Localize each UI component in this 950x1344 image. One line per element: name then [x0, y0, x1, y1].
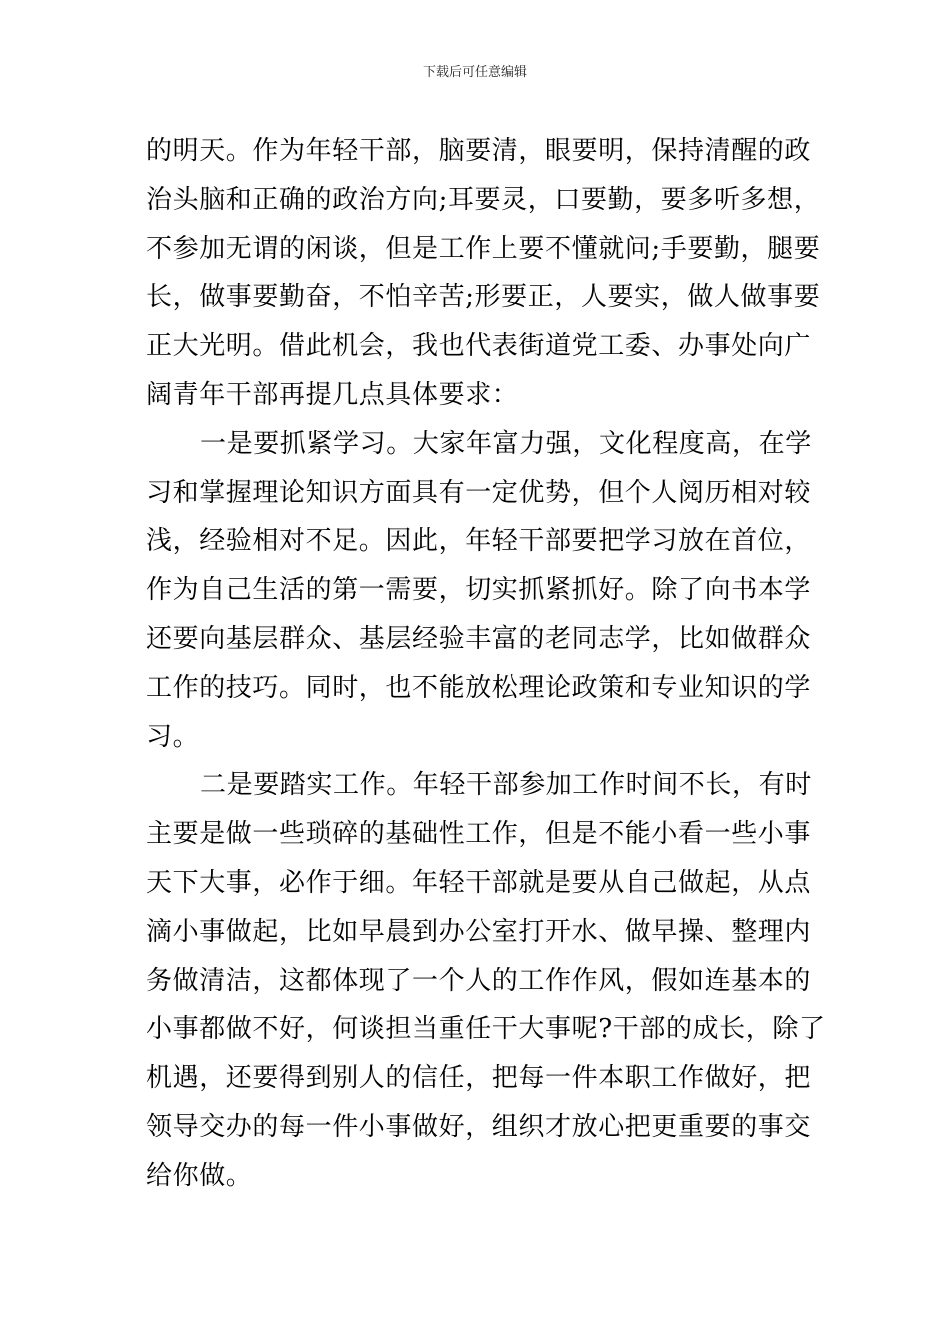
- paragraph-1: [146, 127, 821, 420]
- text-line: 的明天。作为年轻干部，脑要清，眼要明，保持清醒的政: [146, 136, 812, 166]
- text-line: 浅，经验相对不足。因此，年轻干部要把学习放在首位，: [146, 526, 812, 557]
- text-line: 领导交办的每一件小事做好，组织才放心把更重要的事交: [146, 1111, 812, 1142]
- text-line: 二是要踏实工作。年轻干部参加工作时间不长，有时: [200, 770, 812, 801]
- text-line: 给你做。: [146, 1160, 253, 1191]
- document-body: [146, 127, 826, 1201]
- paragraph-2: [146, 420, 810, 762]
- text-line: 长，做事要勤奋，不怕辛苦;形要正，人要实，做人做事要: [146, 282, 821, 313]
- text-line: 务做清洁，这都体现了一个人的工作作风，假如连基本的: [146, 965, 812, 996]
- text-line: 习和掌握理论知识方面具有一定优势，但个人阅历相对较: [146, 477, 812, 508]
- text-line: 滴小事做起，比如早晨到办公室打开水、做早操、整理内: [146, 916, 812, 947]
- text-line: 小事都做不好，何谈担当重任干大事呢?干部的成长，除了: [146, 1014, 826, 1045]
- text-line: 不参加无谓的闲谈，但是工作上要不懂就问;手要勤，腿要: [146, 233, 821, 264]
- page-header: [0, 64, 950, 82]
- text-line: 还要向基层群众、基层经验丰富的老同志学，比如做群众: [146, 623, 812, 654]
- text-line: 天下大事，必作于细。年轻干部就是要从自己做起，从点: [146, 867, 812, 898]
- text-line: 一是要抓紧学习。大家年富力强，文化程度高，在学: [200, 428, 812, 459]
- text-line: 阔青年干部再提几点具体要求：: [146, 379, 519, 410]
- text-line: 主要是做一些琐碎的基础性工作，但是不能小看一些小事: [146, 819, 812, 850]
- text-line: 习。: [146, 721, 200, 752]
- header-text: 下载后可任意编辑: [422, 65, 527, 80]
- text-line: 工作的技巧。同时，也不能放松理论政策和专业知识的学: [146, 672, 812, 703]
- paragraph-3: [146, 761, 826, 1200]
- text-line: 治头脑和正确的政治方向;耳要灵，口要勤，要多听多想，: [146, 184, 821, 215]
- text-line: 正大光明。借此机会，我也代表街道党工委、办事处向广: [146, 331, 812, 362]
- text-line: 作为自己生活的第一需要，切实抓紧抓好。除了向书本学: [146, 575, 812, 606]
- text-line: 机遇，还要得到别人的信任，把每一件本职工作做好，把: [146, 1063, 812, 1094]
